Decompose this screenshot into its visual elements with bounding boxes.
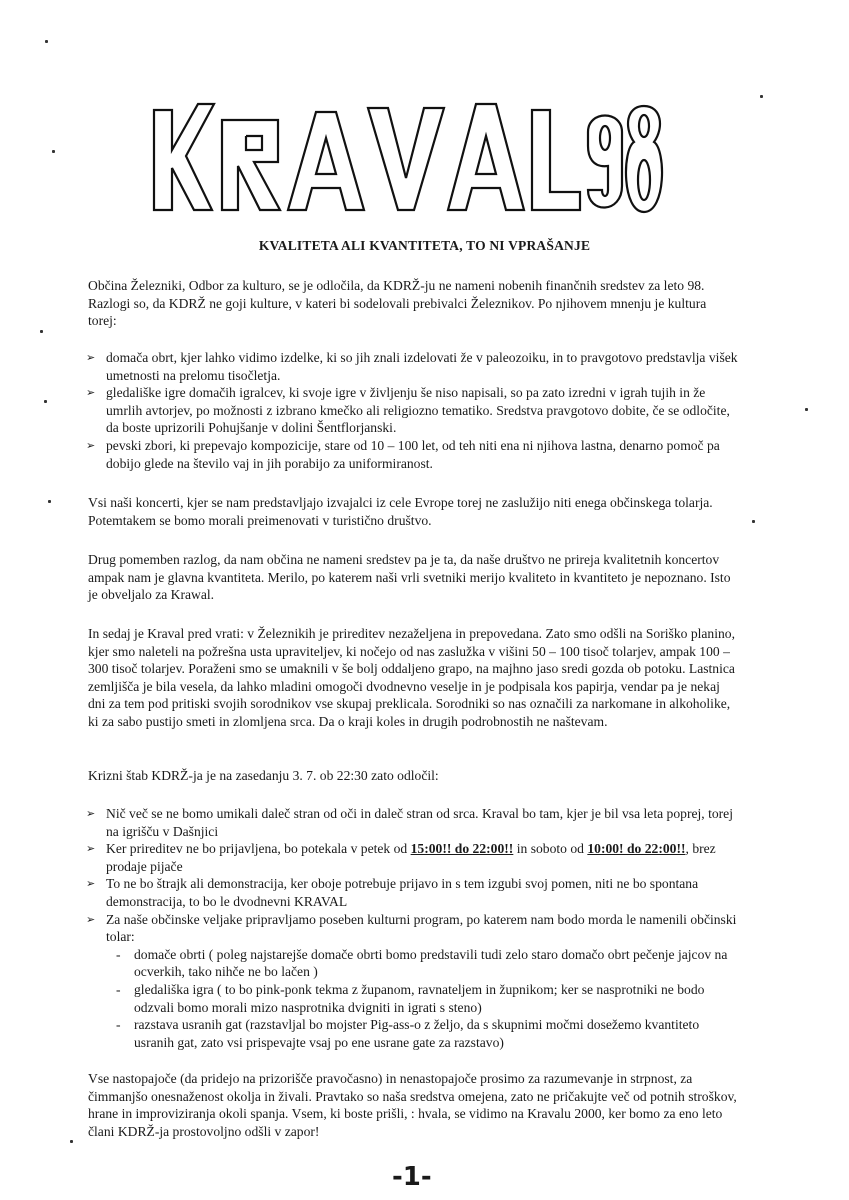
scan-speck xyxy=(44,400,47,403)
program-item-theatre: - gledališka igra ( to bo pink-ponk tekma z županom, ravnateljem in župnikom; ker se nasprotniki ne bodo odzvali bomo morali mizo nasprotnika dvigniti in igrati s steno) xyxy=(116,981,738,1016)
program-list xyxy=(106,946,738,1052)
saturday-time: 10:00! do 22:00!! xyxy=(587,841,686,857)
program-item-exhibition: - razstava usranih gat (razstavljal bo mojster Pig-ass-o z željo, da s skupnimi močmi dosežemo kvantiteto usranih gat, zato vsi prispevajte vsaj po ene usrane gate za razstavo) xyxy=(116,1016,738,1051)
scan-speck xyxy=(70,1140,73,1143)
decisions-list xyxy=(88,805,738,1051)
culture-item-theatre: ➢ gledališke igre domačih igralcev, ki svoje igre v življenju še niso napisali, so pa zato izredni v igrah tujih in že umrlih avtorjev, po možnosti z izbrano kmečko ali religiozno tematiko. Sredstva pravgotovo dobite, če se odločite, da boste uprizorili Pohujšanje v dolini Šentflorjanski. xyxy=(88,384,738,437)
concerts-paragraph: Vsi naši koncerti, kjer se nam predstavljajo izvajalci iz cele Evrope torej ne zaslužijo niti enega občinskega tolarja. Potemtakem se bomo morali preimenovati v turistično društvo. xyxy=(88,495,713,528)
closing-paragraph: Vse nastopajoče (da pridejo na prizorišče pravočasno) in nenastopajoče prosimo za razumevanje in strpnost, za čimmanjšo onesnaženost okolja in živali. Pravtako so naša sredstva omejena, zato ne pričakujte več od potnih stroškov, hrane in improviziranja okoli spanja. Vsem, ki boste prišli, : hvala, se vidimo na Kravalu 2000, ker bomo za eno leto člani KDRŽ-ja prostovoljno odšli v zapor! xyxy=(88,1071,737,1139)
culture-item-crafts: ➢ domača obrt, kjer lahko vidimo izdelke, ki so jih znali izdelovati že v paleozoiku, in to pravgotovo predstavlja višek umetnosti na prelomu tisočletja. xyxy=(88,349,738,384)
crisis-intro: Krizni štab KDRŽ-ja je na zasedanju 3. 7. ob 22:30 zato odločil: xyxy=(88,768,439,783)
reason-paragraph: Drug pomemben razlog, da nam občina ne nameni sredstev pa je ta, da naše društvo ne prireja kvalitetnih koncertov ampak nam je glavna kvantiteta. Merilo, po katerem naši vrli svetniki merijo kvaliteto in kvantiteto je nepoznano. Isto je obveljalo za Krawal. xyxy=(88,552,731,603)
scan-speck xyxy=(52,150,55,153)
decision-times: ➢ Ker prireditev ne bo prijavljena, bo potekala v petek od 15:00!! do 22:00!! in soboto od 10:00! do 22:00!!, brez prodaje pijače xyxy=(88,840,738,875)
page-number: -1- xyxy=(392,1162,432,1192)
scan-speck xyxy=(45,40,48,43)
document-subtitle: KVALITETA ALI KVANTITETA, TO NI VPRAŠANJE xyxy=(258,238,591,253)
intro-paragraph: Občina Železniki, Odbor za kulturo, se je odločila, da KDRŽ-ju ne nameni nobenih finančnih sredstev za leto 98. Razlogi so, da KDRŽ ne goji kulture, v kateri bi sodelovali prebivalci Železnikov. Po njihovem mnenju je kultura torej: xyxy=(88,278,707,329)
scan-speck xyxy=(752,520,755,523)
scan-speck xyxy=(760,95,763,98)
scan-speck xyxy=(48,500,51,503)
friday-time: 15:00!! do 22:00!! xyxy=(410,841,514,857)
decision-program: ➢ Za naše občinske veljake pripravljamo poseben kulturni program, po katerem nam bodo morda le namenili občinski tolar: - domače obrti ( poleg najstarejše domače obrti bomo predstavili tudi zelo staro domačo obrt pečenje jajcov na ocverkih, tako nihče ne bo lačen ) - gledališka igra ( to bo pink-ponk tekma z županom, ravnateljem in župnikom; ker se nasprotniki ne bodo odzvali bomo morali mizo nasprotnika dvigniti in igrati s steno) - razstava usranih gat (razstavljal bo mojster Pig-ass-o z željo, da s skupnimi močmi dosežemo kvantiteto usranih gat, zato vsi prispevajte vsaj po ene usrane gate za razstavo) xyxy=(88,911,738,1052)
program-item-crafts: - domače obrti ( poleg najstarejše domače obrti bomo predstavili tudi zelo staro domačo obrt pečenje jajcov na ocverkih, tako nihče ne bo lačen ) xyxy=(116,946,738,981)
door-paragraph: In sedaj je Kraval pred vrati: v Železnikih je prireditev nezaželjena in prepovedana. Zato smo odšli na Soriško planino, kjer smo naleteli na požrešna usta upraviteljev, ki nočejo od nas zaslužka v višini 50 – 100 tisoč tolarjev, ampak 100 – 300 tisoč tolarjev. Poraženi smo se umaknili v še bolj oddaljeno grapo, na majhno jaso sredi gozda ob potoku. Lastnica zemljišča je bila vesela, da lahko mladini omogoči dvodnevno veselje in je podpisala kos papirja, vendar pa je nekaj dni za tem pod pritiski svojih sorodnikov vse skupaj preklicala. Sorodniki so nas označili za narkomane in alkoholike, ki za sabo pustijo smeti in zlomljena srca. Da o kraji koles in drugih podrobnostih ne naštevam. xyxy=(88,626,735,729)
culture-list-section xyxy=(88,349,738,472)
decision-not-strike: ➢ To ne bo štrajk ali demonstracija, ker oboje potrebuje prijavo in s tem izgubi svoj pomen, niti ne bo spontana demonstracija, to bo le dvodnevni KRAVAL xyxy=(88,875,738,910)
kraval98-logo xyxy=(150,92,665,220)
culture-item-choirs: ➢ pevski zbori, ki prepevajo kompozicije, stare od 10 – 100 let, od teh niti ena ni njihova lastna, denarno pomoč pa dobijo glede na število vaj in jih porabijo za uniformiranost. xyxy=(88,437,738,472)
decisions-section xyxy=(88,805,738,1051)
scan-speck xyxy=(40,330,43,333)
scan-speck xyxy=(805,408,808,411)
culture-list xyxy=(88,349,738,472)
decision-location: ➢ Nič več se ne bomo umikali daleč stran od oči in daleč stran od srca. Kraval bo tam, kjer je bil vsa leta poprej, torej na igrišču v Dašnjici xyxy=(88,805,738,840)
